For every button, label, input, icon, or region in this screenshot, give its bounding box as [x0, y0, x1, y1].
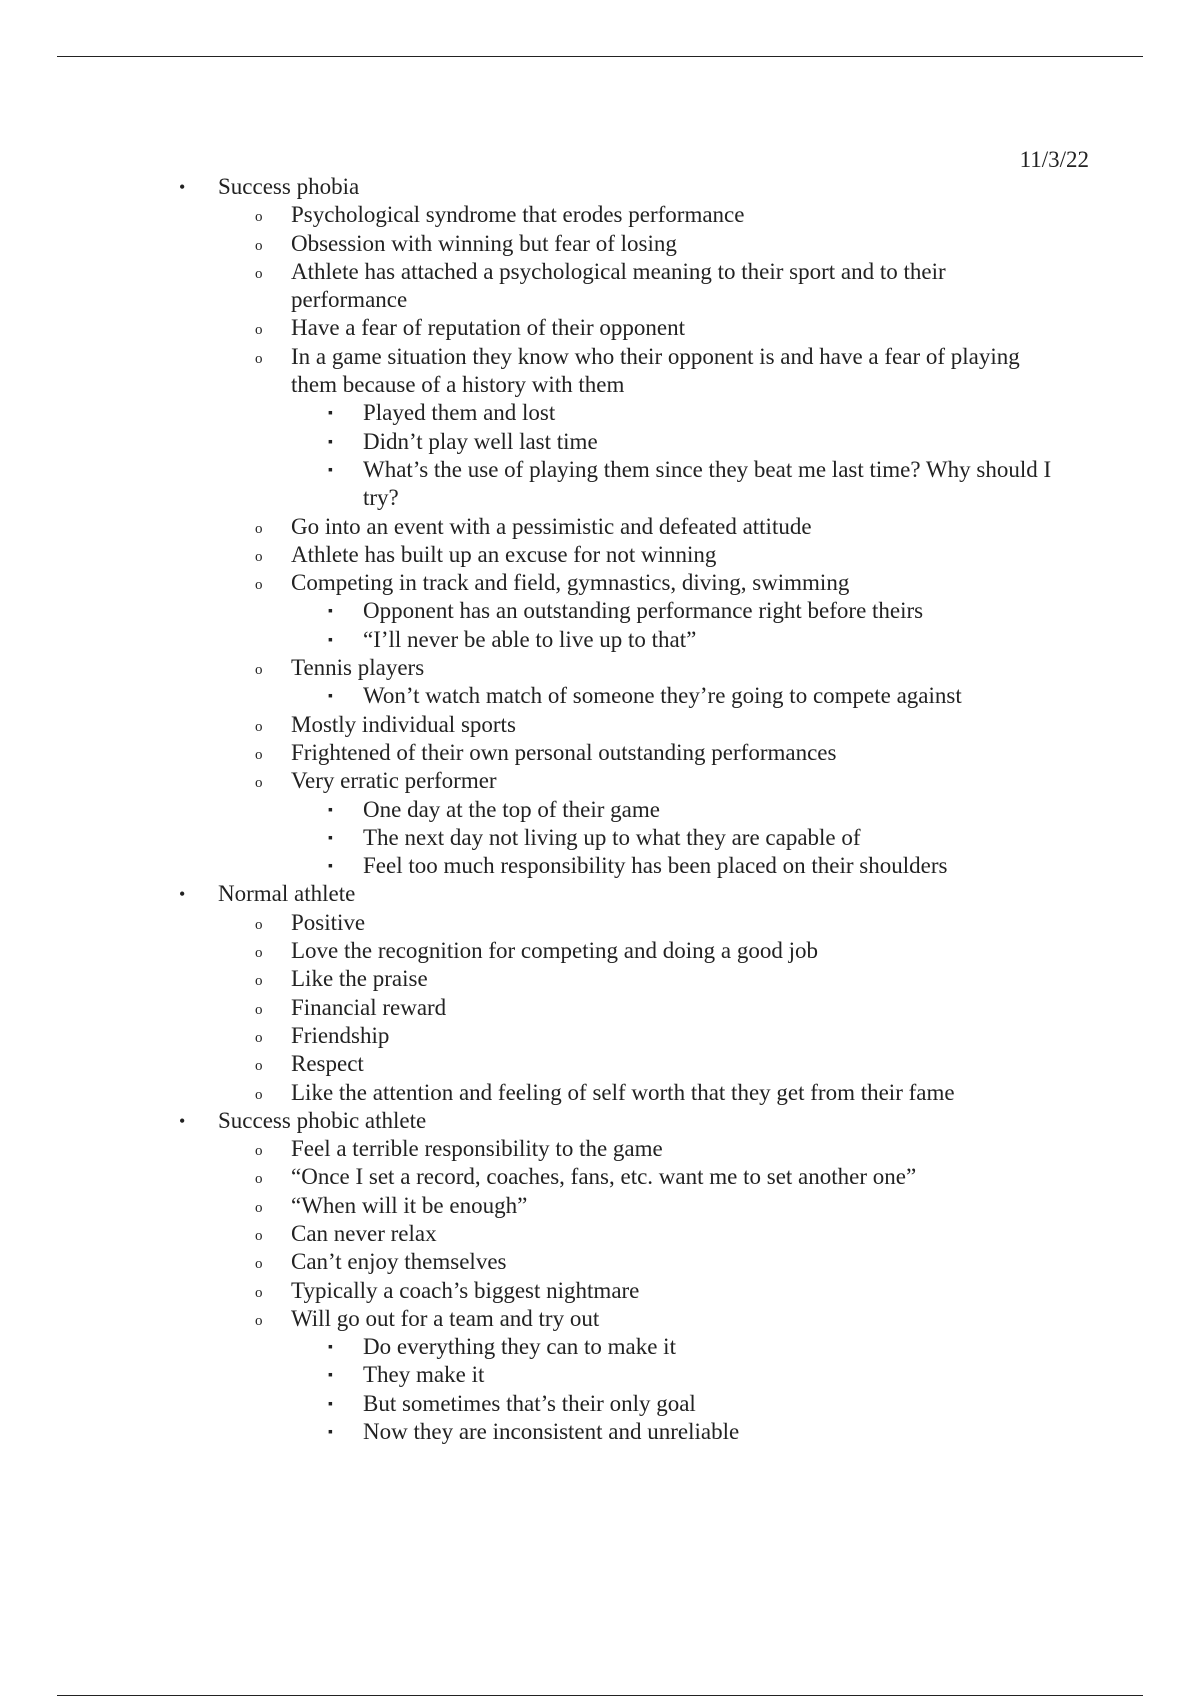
outline-item-level-2 [0, 1277, 1200, 1305]
outline-text: Success phobic athlete [218, 1107, 427, 1133]
outline-text: The next day not living up to what they are capable of [363, 824, 861, 850]
outline-item-level-2 [0, 314, 1200, 342]
outline-text: Obsession with winning but fear of losing [291, 230, 677, 256]
top-rule [57, 56, 1143, 57]
outline-text: What’s the use of playing them since they beat me last time? Why should I [363, 456, 1052, 482]
bullet-dot-icon: • [179, 884, 186, 905]
outline-text: Feel a terrible responsibility to the game [291, 1136, 663, 1162]
outline-text: Mostly individual sports [291, 711, 516, 737]
outline-text: “When will it be enough” [291, 1192, 528, 1218]
bullet-square-icon: ▪ [328, 830, 333, 846]
outline-item-level-2 [0, 1022, 1200, 1050]
outline-item-level-3 [0, 824, 1200, 852]
outline-text: Do everything they can to make it [363, 1334, 676, 1360]
bullet-square-icon: ▪ [328, 802, 333, 818]
outline-text: They make it [363, 1362, 485, 1388]
bullet-circle-icon: o [255, 1143, 263, 1160]
outline-item-level-2 [0, 1248, 1200, 1276]
outline-text: Success phobia [218, 174, 360, 199]
outline-text: Can never relax [291, 1220, 437, 1246]
outline-item-level-2 [0, 994, 1200, 1022]
bullet-circle-icon: o [255, 662, 263, 679]
outline-item-level-2 [0, 1163, 1200, 1191]
bullet-circle-icon: o [255, 520, 263, 537]
bullet-circle-icon: o [255, 1029, 263, 1046]
bullet-square-icon: ▪ [328, 859, 333, 875]
outline-text: Athlete has built up an excuse for not winning [291, 541, 717, 567]
outline-text: Tennis players [291, 655, 425, 681]
outline-item-level-2 [0, 1135, 1200, 1163]
outline-item-level-3 [0, 796, 1200, 824]
bullet-square-icon: ▪ [328, 604, 333, 620]
bullet-circle-icon: o [255, 718, 263, 735]
bullet-circle-icon: o [255, 1256, 263, 1273]
bullet-circle-icon: o [255, 322, 263, 339]
outline-line-continuation [0, 286, 1200, 314]
outline-text: Opponent has an outstanding performance right before theirs [363, 598, 924, 624]
outline-item-level-3 [0, 682, 1200, 710]
bullet-square-icon: ▪ [328, 1368, 333, 1384]
bullet-circle-icon: o [255, 775, 263, 792]
outline-text: Feel too much responsibility has been placed on their shoulders [363, 853, 948, 879]
outline-item-level-3 [0, 1361, 1200, 1389]
outline-item-level-2 [0, 541, 1200, 569]
bullet-circle-icon: o [255, 1199, 263, 1216]
outline-item-level-3 [0, 1390, 1200, 1418]
outline-item-level-3 [0, 399, 1200, 427]
outline-text: Like the praise [291, 966, 428, 992]
outline-text: Won’t watch match of someone they’re going to compete against [363, 683, 962, 709]
bullet-circle-icon: o [255, 1171, 263, 1188]
outline-item-level-2 [0, 1220, 1200, 1248]
outline-text: Frightened of their own personal outstanding performances [291, 739, 837, 765]
bullet-square-icon: ▪ [328, 1340, 333, 1356]
outline-item-level-2 [0, 767, 1200, 795]
outline-text: Will go out for a team and try out [291, 1305, 600, 1331]
outline-text: Athlete has attached a psychological meaning to their sport and to their [291, 258, 946, 284]
outline-text: Typically a coach’s biggest nightmare [291, 1277, 640, 1303]
outline-item-level-2 [0, 1079, 1200, 1107]
bullet-square-icon: ▪ [328, 1396, 333, 1412]
outline-item-level-2 [0, 1305, 1200, 1333]
outline-item-level-2 [0, 1050, 1200, 1078]
outline-text: Very erratic performer [291, 768, 497, 794]
bullet-circle-icon: o [255, 1284, 263, 1301]
bullet-circle-icon: o [255, 945, 263, 962]
outline-text: “Once I set a record, coaches, fans, etc. want me to set another one” [291, 1164, 917, 1190]
bullet-circle-icon: o [255, 577, 263, 594]
bullet-circle-icon: o [255, 350, 263, 367]
outline-text: Friendship [291, 1022, 390, 1048]
outline-item-level-2 [0, 909, 1200, 937]
outline-item-level-3 [0, 428, 1200, 456]
outline-line-continuation [0, 371, 1200, 399]
outline-item-level-2 [0, 965, 1200, 993]
outline-item-level-2 [0, 711, 1200, 739]
bullet-square-icon: ▪ [328, 1425, 333, 1441]
outline-text: Respect [291, 1051, 364, 1077]
outline-text: Now they are inconsistent and unreliable [363, 1419, 740, 1445]
outline-text: But sometimes that’s their only goal [363, 1390, 696, 1416]
bullet-circle-icon: o [255, 1086, 263, 1103]
outline-item-level-3 [0, 1333, 1200, 1361]
outline-item-level-2 [0, 1192, 1200, 1220]
bullet-circle-icon: o [255, 265, 263, 282]
outline-line-continuation [0, 484, 1200, 512]
outline-item-level-2 [0, 654, 1200, 682]
outline-item-level-1 [0, 880, 1200, 908]
bullet-circle-icon: o [255, 1058, 263, 1075]
outline-text: Can’t enjoy themselves [291, 1249, 507, 1275]
bullet-dot-icon: • [179, 1110, 186, 1131]
outline-item-level-1 [0, 173, 1200, 201]
bullet-circle-icon: o [255, 1001, 263, 1018]
bullet-circle-icon: o [255, 1227, 263, 1244]
outline-text: them because of a history with them [291, 372, 625, 398]
outline-text: Go into an event with a pessimistic and defeated attitude [291, 513, 812, 539]
outline-item-level-2 [0, 258, 1200, 286]
bullet-circle-icon: o [255, 237, 263, 254]
outline-text: Love the recognition for competing and doing a good job [291, 938, 818, 964]
outline-text: performance [291, 287, 408, 313]
bullet-square-icon: ▪ [328, 632, 333, 648]
outline-text: Normal athlete [218, 881, 356, 907]
outline-text: In a game situation they know who their opponent is and have a fear of playing [291, 343, 1020, 369]
outline-text: Have a fear of reputation of their opponent [291, 315, 686, 341]
outline-text: Positive [291, 909, 366, 935]
bullet-square-icon: ▪ [328, 406, 333, 422]
bullet-circle-icon: o [255, 916, 263, 933]
outline-text: Like the attention and feeling of self worth that they get from their fame [291, 1079, 955, 1105]
outline-item-level-3 [0, 626, 1200, 654]
bullet-square-icon: ▪ [328, 434, 333, 450]
outline-text: Psychological syndrome that erodes performance [291, 202, 745, 228]
outline-item-level-2 [0, 739, 1200, 767]
outline-item-level-1 [0, 1107, 1200, 1135]
outline-item-level-2 [0, 343, 1200, 371]
outline-item-level-3 [0, 852, 1200, 880]
bullet-circle-icon: o [255, 746, 263, 763]
outline-text: Didn’t play well last time [363, 428, 598, 454]
note-date: 11/3/22 [1019, 147, 1089, 172]
outline-item-level-3 [0, 597, 1200, 625]
outline-text: Financial reward [291, 994, 447, 1020]
outline-text: Played them and lost [363, 400, 556, 426]
outline-item-level-3 [0, 1418, 1200, 1446]
outline-item-level-2 [0, 937, 1200, 965]
outline-item-level-2 [0, 513, 1200, 541]
bullet-circle-icon: o [255, 548, 263, 565]
outline-item-level-3 [0, 456, 1200, 484]
outline-text: One day at the top of their game [363, 796, 660, 822]
bottom-rule [57, 1695, 1143, 1696]
bullet-circle-icon: o [255, 1312, 263, 1329]
bullet-dot-icon: • [179, 177, 186, 197]
outline-item-level-2 [0, 201, 1200, 229]
bullet-circle-icon: o [255, 973, 263, 990]
bullet-square-icon: ▪ [328, 689, 333, 705]
bullet-square-icon: ▪ [328, 462, 333, 478]
outline-text: “I’ll never be able to live up to that” [363, 626, 697, 652]
outline-text: Competing in track and field, gymnastics, diving, swimming [291, 570, 850, 596]
outline-item-level-2 [0, 230, 1200, 258]
outline-text: try? [363, 485, 399, 511]
outline-item-level-2 [0, 569, 1200, 597]
notes-outline [0, 173, 1200, 1446]
bullet-circle-icon: o [255, 209, 263, 226]
